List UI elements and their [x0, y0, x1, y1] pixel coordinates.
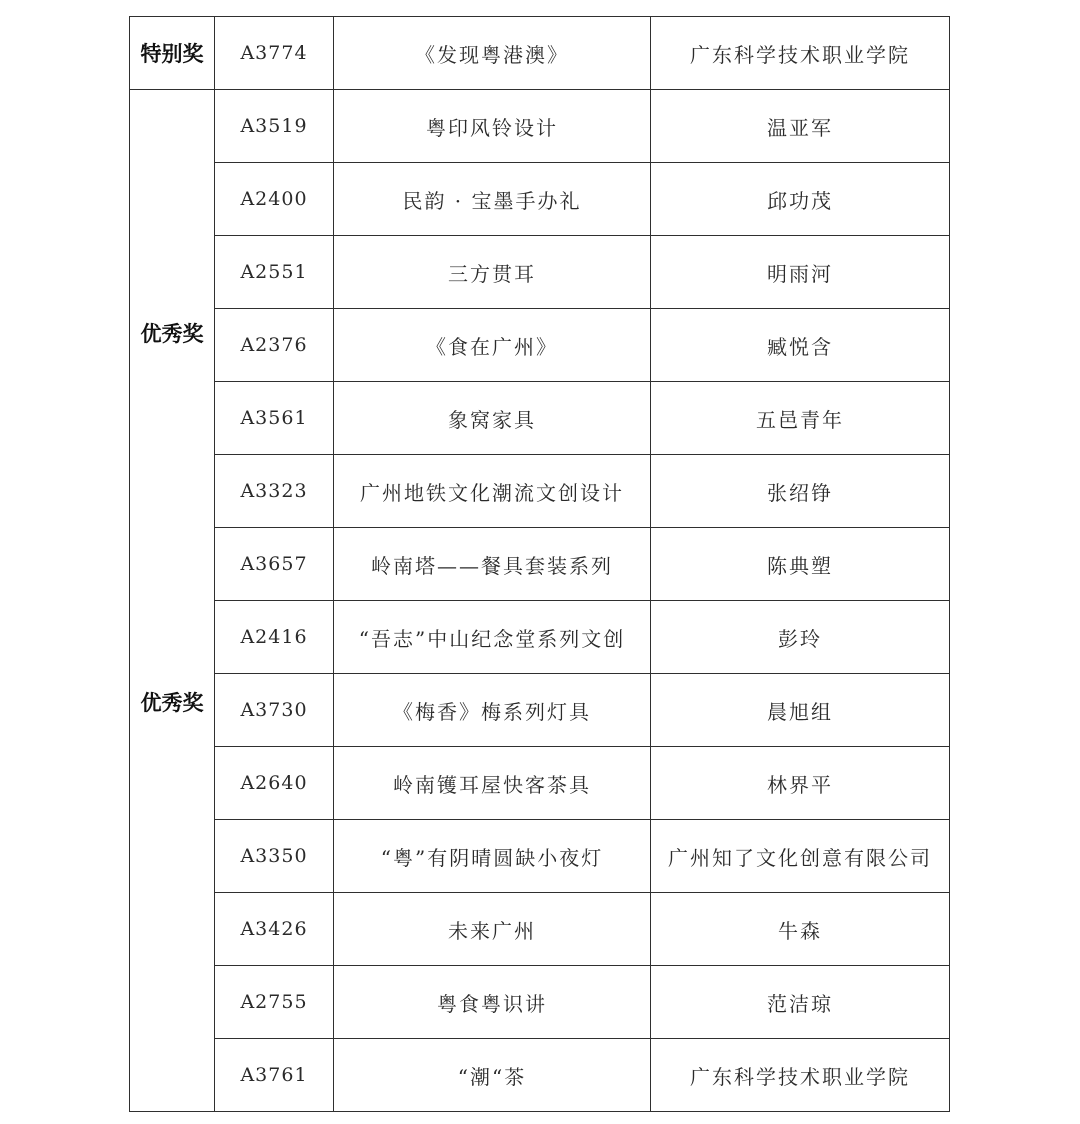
title-cell: 《发现粤港澳》 — [334, 17, 651, 90]
author-cell: 臧悦含 — [651, 309, 950, 382]
code-cell: A2376 — [215, 309, 334, 382]
title-cell: 《梅香》梅系列灯具 — [334, 674, 651, 747]
title-cell: 《食在广州》 — [334, 309, 651, 382]
category-label-excellence: 优秀奖 — [140, 691, 204, 715]
author-cell: 广州知了文化创意有限公司 — [651, 820, 950, 893]
category-cell-excellence — [130, 90, 215, 1112]
code-cell: A2551 — [215, 236, 334, 309]
table-row-special — [130, 17, 950, 90]
author-cell: 牛森 — [651, 893, 950, 966]
table-row — [130, 893, 950, 966]
author-cell: 广东科学技术职业学院 — [651, 1039, 950, 1112]
table-row — [130, 90, 950, 163]
author-cell: 邱功茂 — [651, 163, 950, 236]
author-cell: 范洁琼 — [651, 966, 950, 1039]
author-cell: 明雨河 — [651, 236, 950, 309]
author-cell: 温亚军 — [651, 90, 950, 163]
table-row — [130, 747, 950, 820]
title-cell: 粤印风铃设计 — [334, 90, 651, 163]
code-cell: A3426 — [215, 893, 334, 966]
title-cell: 广州地铁文化潮流文创设计 — [334, 455, 651, 528]
author-cell: 林界平 — [651, 747, 950, 820]
table-row — [130, 601, 950, 674]
code-cell: A3761 — [215, 1039, 334, 1112]
author-cell: 张绍铮 — [651, 455, 950, 528]
table-row — [130, 528, 950, 601]
code-cell: A2416 — [215, 601, 334, 674]
title-cell: “吾志”中山纪念堂系列文创 — [334, 601, 651, 674]
title-cell: 象窝家具 — [334, 382, 651, 455]
table-row — [130, 966, 950, 1039]
title-cell: 岭南塔——餐具套装系列 — [334, 528, 651, 601]
code-cell: A2400 — [215, 163, 334, 236]
award-results-table — [129, 16, 950, 1112]
code-cell: A3561 — [215, 382, 334, 455]
category-label-excellence: 优秀奖 — [140, 322, 204, 346]
code-cell: A3323 — [215, 455, 334, 528]
title-cell: “潮“茶 — [334, 1039, 651, 1112]
code-cell: A3730 — [215, 674, 334, 747]
table-row — [130, 674, 950, 747]
author-cell: 彭玲 — [651, 601, 950, 674]
code-cell: A3519 — [215, 90, 334, 163]
category-cell-special: 特别奖 — [130, 17, 215, 90]
author-cell: 陈典塑 — [651, 528, 950, 601]
author-cell: 五邑青年 — [651, 382, 950, 455]
title-cell: 岭南镬耳屋快客茶具 — [334, 747, 651, 820]
code-cell: A3657 — [215, 528, 334, 601]
code-cell: A3350 — [215, 820, 334, 893]
table-row — [130, 455, 950, 528]
table-row — [130, 236, 950, 309]
author-cell: 广东科学技术职业学院 — [651, 17, 950, 90]
table-row — [130, 1039, 950, 1112]
title-cell: 未来广州 — [334, 893, 651, 966]
title-cell: 民韵 · 宝墨手办礼 — [334, 163, 651, 236]
table-row — [130, 820, 950, 893]
title-cell: 三方贯耳 — [334, 236, 651, 309]
code-cell: A3774 — [215, 17, 334, 90]
code-cell: A2755 — [215, 966, 334, 1039]
table-row — [130, 309, 950, 382]
author-cell: 晨旭组 — [651, 674, 950, 747]
table-row — [130, 163, 950, 236]
title-cell: 粤食粤识讲 — [334, 966, 651, 1039]
code-cell: A2640 — [215, 747, 334, 820]
title-cell: “粤”有阴晴圆缺小夜灯 — [334, 820, 651, 893]
table-row — [130, 382, 950, 455]
